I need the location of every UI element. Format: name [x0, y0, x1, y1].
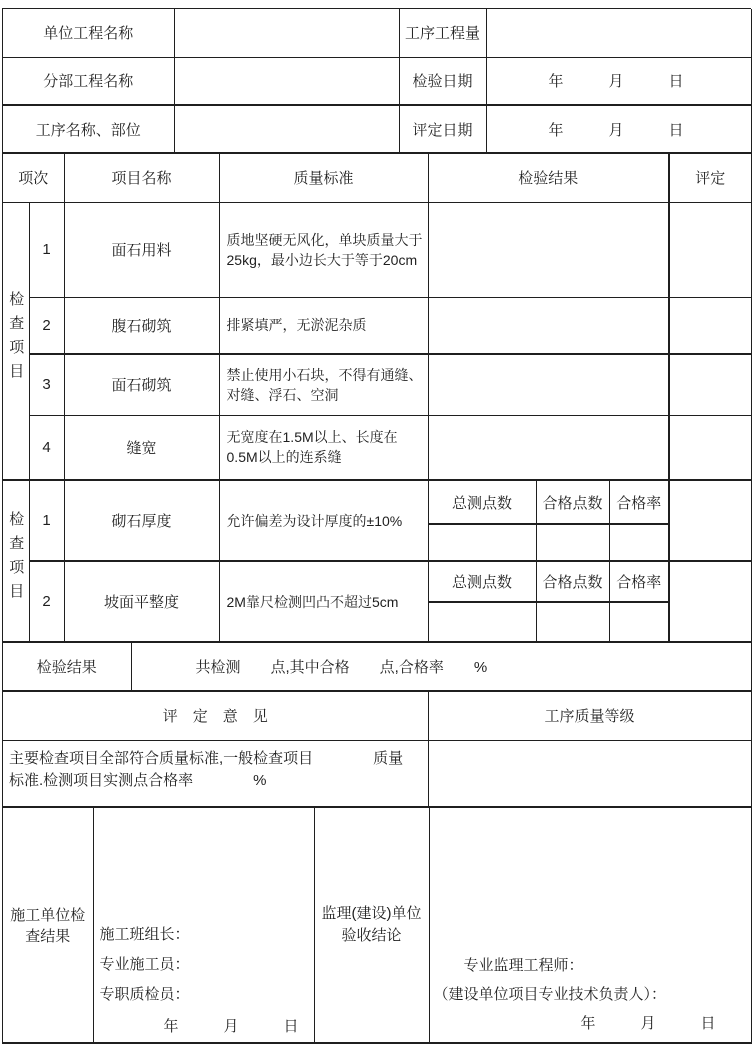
construction-unit-sign-area[interactable]: [93, 808, 314, 1043]
items-header-row: [3, 154, 751, 202]
quality-standard: 允许偏差为设计厚度的±10%: [219, 480, 428, 561]
quality-standard: 排紧填严，无淤泥杂质: [219, 297, 428, 354]
measure-row-1: [3, 480, 751, 524]
pass-rate-value[interactable]: [609, 602, 669, 642]
opinion-text: 主要检查项目全部符合质量标准,一般检查项目 质量标准.检测项目实测点合格率 %: [3, 740, 428, 807]
col-header-item-name: 项目名称: [64, 154, 219, 202]
item-row-3: [3, 354, 751, 415]
process-quality-grade-value[interactable]: [428, 740, 751, 807]
supervisor-conclusion-label: 监理(建设)单位 验收结论: [314, 808, 429, 1043]
items-table: [3, 154, 752, 643]
summary-label: 检验结果: [3, 643, 131, 691]
item-no: 4: [29, 415, 64, 480]
process-quantity-label: 工序工程量: [399, 9, 486, 57]
summary-table: [3, 643, 752, 692]
rating-cell[interactable]: [669, 354, 751, 415]
process-quality-grade-header: 工序质量等级: [428, 692, 751, 740]
division-project-name-label: 分部工程名称: [3, 57, 174, 105]
construction-unit-check-label: 施工单位检查结果: [3, 808, 93, 1043]
rating-cell[interactable]: [669, 561, 751, 642]
process-name-part-value[interactable]: [174, 105, 399, 153]
rating-cell[interactable]: [669, 202, 751, 297]
quality-inspector-label: 专职质检员：: [99, 986, 190, 1003]
quality-standard: 禁止使用小石块，不得有通缝、对缝、浮石、空洞: [219, 354, 428, 415]
pass-points-value[interactable]: [536, 524, 609, 561]
item-row-2: [3, 297, 751, 354]
subheader-total-points: 总测点数: [428, 480, 536, 524]
item-no: 2: [29, 297, 64, 354]
total-points-value[interactable]: [428, 524, 536, 561]
process-name-part-label: 工序名称、部位: [3, 105, 174, 153]
summary-text[interactable]: 共检测 点,其中合格 点,合格率 %: [131, 643, 751, 691]
opinion-header: 评 定 意 见: [3, 692, 428, 740]
col-header-index: 项次: [3, 154, 64, 202]
item-name: 面石用料: [64, 202, 219, 297]
inspection-result-cell[interactable]: [428, 297, 669, 354]
unit-project-name-label: 单位工程名称: [3, 9, 174, 57]
quality-standard: 无宽度在1.5M以上、长度在0.5M以上的连系缝: [219, 415, 428, 480]
subheader-pass-points: 合格点数: [536, 480, 609, 524]
construction-worker-label: 专业施工员：: [99, 956, 190, 973]
info-table: [3, 9, 752, 154]
inspection-result-cell[interactable]: [428, 415, 669, 480]
pass-rate-value[interactable]: [609, 524, 669, 561]
quality-standard: 质地坚硬无风化，单块质量大于25kg，最小边长大于等于20cm: [219, 202, 428, 297]
quality-standard: 2M靠尺检测凹凸不超过5cm: [219, 561, 428, 642]
inspection-result-cell[interactable]: [428, 354, 669, 415]
pass-points-value[interactable]: [536, 602, 609, 642]
rating-cell[interactable]: [669, 480, 751, 561]
division-project-name-value[interactable]: [174, 57, 399, 105]
inspection-date-label: 检验日期: [399, 57, 486, 105]
process-quantity-value[interactable]: [486, 9, 751, 57]
item-no: 2: [29, 561, 64, 642]
item-no: 1: [29, 202, 64, 297]
subheader-pass-rate: 合格率: [609, 561, 669, 602]
subheader-total-points: 总测点数: [428, 561, 536, 602]
signature-table: [3, 808, 752, 1044]
item-name: 砌石厚度: [64, 480, 219, 561]
construction-sign-date[interactable]: 年 月 日: [163, 1018, 304, 1035]
item-row-1: [3, 202, 751, 297]
item-row-4: [3, 415, 751, 480]
subheader-pass-points: 合格点数: [536, 561, 609, 602]
col-header-inspection-result: 检验结果: [428, 154, 669, 202]
rating-date-value[interactable]: 年 月 日: [486, 105, 751, 153]
rating-cell[interactable]: [669, 415, 751, 480]
opinion-table: [3, 692, 752, 808]
inspection-date-value[interactable]: 年 月 日: [486, 57, 751, 105]
group2-side-label: 检查项目: [3, 480, 29, 642]
team-leader-label: 施工班组长：: [99, 926, 190, 943]
inspection-result-cell[interactable]: [428, 202, 669, 297]
item-no: 1: [29, 480, 64, 561]
col-header-quality-standard: 质量标准: [219, 154, 428, 202]
measure-row-2: [3, 561, 751, 602]
item-name: 面石砌筑: [64, 354, 219, 415]
subheader-pass-rate: 合格率: [609, 480, 669, 524]
total-points-value[interactable]: [428, 602, 536, 642]
item-name: 缝宽: [64, 415, 219, 480]
group1-side-label: 检查项目: [3, 202, 29, 480]
tech-lead-label: （建设单位项目专业技术负责人）：: [433, 985, 667, 1003]
rating-cell[interactable]: [669, 297, 751, 354]
supervisor-sign-date[interactable]: 年 月 日: [580, 1014, 721, 1032]
item-name: 坡面平整度: [64, 561, 219, 642]
col-header-rating: 评定: [669, 154, 751, 202]
inspection-form: [2, 8, 751, 1044]
item-no: 3: [29, 354, 64, 415]
unit-project-name-value[interactable]: [174, 9, 399, 57]
supervisor-sign-area[interactable]: [429, 808, 751, 1043]
item-name: 腹石砌筑: [64, 297, 219, 354]
supervising-engineer-label: 专业监理工程师：: [463, 956, 584, 974]
rating-date-label: 评定日期: [399, 105, 486, 153]
